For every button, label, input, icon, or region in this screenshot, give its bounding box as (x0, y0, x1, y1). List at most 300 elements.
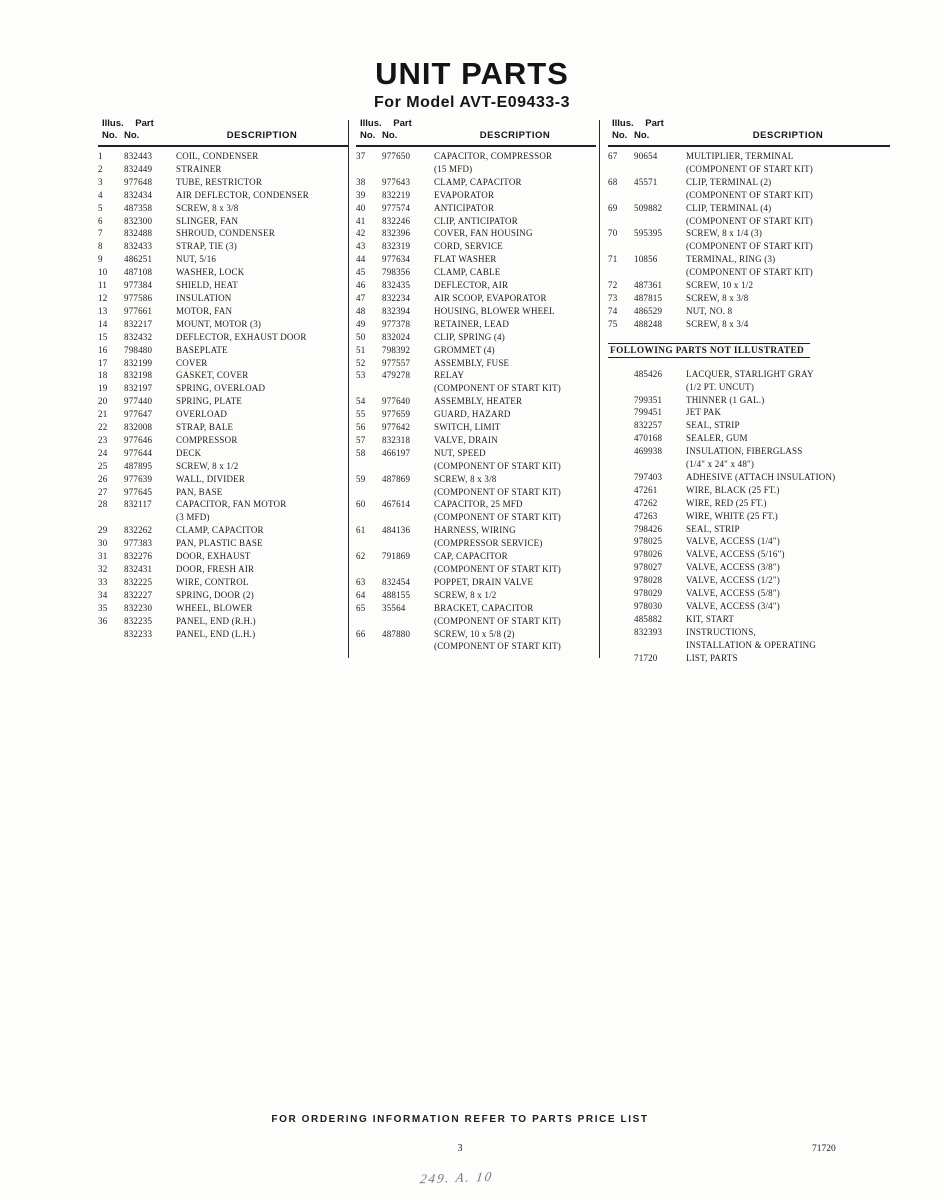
description-line: VALVE, ACCESS (5/16") (686, 549, 785, 560)
description-line: ASSEMBLY, HEATER (434, 396, 523, 407)
not-illustrated-section (608, 340, 890, 665)
not-illustrated-heading: FOLLOWING PARTS NOT ILLUSTRATED (608, 343, 810, 358)
illus-no: 6 (98, 215, 103, 226)
part-no: 509882 (634, 202, 663, 213)
table-row (608, 253, 890, 279)
description-line: (COMPONENT OF START KIT) (434, 486, 561, 497)
description-line: SCREW, 8 x 3/8 (686, 292, 749, 303)
table-row (98, 292, 348, 305)
description (434, 266, 596, 279)
parts-rows (356, 150, 596, 653)
part-no: 832246 (382, 215, 411, 226)
part-no: 978030 (634, 601, 663, 611)
page-title: UNIT PARTS (375, 56, 569, 91)
description (434, 215, 596, 228)
description (434, 318, 596, 331)
part-no: 977384 (124, 280, 153, 291)
part-no: 977648 (124, 176, 153, 187)
illus-no: 2 (98, 163, 103, 174)
description-line: SHIELD, HEAT (176, 280, 238, 291)
table-row (356, 189, 596, 202)
part-no: 791869 (382, 551, 411, 562)
description-line: DECK (176, 447, 202, 458)
table-row (608, 432, 890, 445)
description-line: (COMPONENT OF START KIT) (434, 564, 561, 574)
description-line: HARNESS, WIRING (434, 525, 516, 536)
illus-no: 66 (356, 628, 366, 639)
part-no: 832319 (382, 241, 411, 252)
illus-no: 30 (98, 538, 108, 549)
description-line: SLINGER, FAN (176, 215, 239, 226)
description (176, 628, 348, 641)
illus-no: 57 (356, 434, 366, 445)
illus-no: 27 (98, 486, 108, 497)
part-no: 832443 (124, 151, 153, 161)
table-row (608, 510, 890, 523)
description (176, 202, 348, 215)
part-no: 487895 (124, 460, 153, 471)
description-line: CLIP, TERMINAL (2) (686, 176, 772, 187)
description-line: SCREW, 8 x 3/8 (434, 473, 497, 484)
illus-no: 60 (356, 499, 366, 510)
description (176, 253, 348, 266)
part-no: 799451 (634, 407, 663, 418)
description-line: VALVE, ACCESS (1/2") (686, 575, 780, 586)
table-row (98, 215, 348, 228)
header-part-label: Part (393, 118, 412, 129)
table-row (608, 394, 890, 407)
description-line: (COMPONENT OF START KIT) (434, 512, 561, 523)
illus-no (608, 497, 634, 510)
table-row (608, 626, 890, 652)
description-line: MULTIPLIER, TERMINAL (686, 151, 794, 161)
table-row (356, 602, 596, 628)
description-line: MOTOR, FAN (176, 305, 233, 316)
part-no: 977645 (124, 486, 153, 497)
header-no-label: No. (102, 130, 118, 141)
description (176, 486, 348, 499)
description (434, 628, 596, 654)
part-no: 977634 (382, 254, 411, 265)
description (176, 447, 348, 460)
description-line: NUT, NO. 8 (686, 305, 733, 316)
table-row (608, 419, 890, 432)
table-row (98, 150, 348, 163)
description (176, 537, 348, 550)
description-line: SEALER, GUM (686, 433, 748, 444)
table-row (608, 548, 890, 561)
description (686, 305, 890, 318)
description (434, 395, 596, 408)
table-row (608, 227, 890, 253)
illus-no (608, 626, 634, 652)
illus-no (608, 574, 634, 587)
description (434, 176, 596, 189)
description-line: (COMPONENT OF START KIT) (686, 215, 813, 226)
table-row (356, 447, 596, 473)
illus-no: 11 (98, 280, 108, 291)
description (176, 279, 348, 292)
description (434, 498, 596, 524)
header-part-label: Part (135, 118, 154, 129)
table-row (98, 176, 348, 189)
description-line: INSTALLATION & OPERATING (686, 639, 817, 650)
illus-no: 21 (98, 409, 108, 420)
description-line: SHROUD, CONDENSER (176, 228, 275, 239)
description-line: COMPRESSOR (176, 434, 238, 445)
part-no: 832233 (124, 628, 153, 639)
part-no: 977646 (124, 434, 153, 445)
table-row (356, 550, 596, 576)
illus-no: 67 (608, 151, 618, 161)
description-line: NUT, SPEED (434, 447, 486, 458)
description-line: HOUSING, BLOWER WHEEL (434, 305, 555, 316)
description (176, 331, 348, 344)
description-line: PANEL, END (L.H.) (176, 628, 256, 639)
description-line: (COMPONENT OF START KIT) (686, 267, 813, 278)
table-row (608, 318, 890, 331)
part-no: 832235 (124, 615, 153, 626)
header-no-label: No. (382, 130, 398, 141)
illus-no: 18 (98, 370, 108, 381)
table-row (356, 292, 596, 305)
description (176, 563, 348, 576)
description-line: EVAPORATOR (434, 189, 495, 200)
description (686, 471, 890, 484)
table-row (608, 406, 890, 419)
description (434, 589, 596, 602)
illus-no: 62 (356, 551, 366, 562)
description-line: RELAY (434, 370, 465, 381)
part-no: 484136 (382, 525, 411, 536)
description (686, 318, 890, 331)
part-no: 797403 (634, 471, 663, 482)
part-no: 832432 (124, 331, 153, 342)
table-row (356, 357, 596, 370)
part-no: 832197 (124, 383, 153, 394)
part-no: 832262 (124, 525, 153, 536)
table-row (356, 344, 596, 357)
part-no: 832198 (124, 370, 153, 381)
table-row (98, 331, 348, 344)
description (686, 432, 890, 445)
part-no: 45571 (634, 176, 658, 187)
description-line: SPRING, DOOR (2) (176, 589, 254, 600)
description-line: (COMPONENT OF START KIT) (434, 383, 561, 394)
part-no: 977557 (382, 357, 411, 368)
part-no: 832219 (382, 189, 411, 200)
description-line: (COMPONENT OF START KIT) (434, 460, 561, 471)
illus-no: 56 (356, 422, 366, 433)
illus-no: 35 (98, 602, 108, 613)
illus-no: 54 (356, 396, 366, 407)
description-line: SEAL, STRIP (686, 420, 740, 431)
description-line: CLIP, TERMINAL (4) (686, 202, 772, 213)
description-line: DEFLECTOR, EXHAUST DOOR (176, 331, 307, 342)
table-row (98, 576, 348, 589)
table-row (98, 344, 348, 357)
illus-no: 16 (98, 344, 108, 355)
part-no: 470168 (634, 433, 663, 444)
description-line: SCREW, 8 x 1/2 (434, 589, 497, 600)
illus-no: 55 (356, 409, 366, 420)
page-subtitle: For Model AVT-E09433-3 (374, 94, 570, 111)
column-header (98, 118, 348, 147)
description-line: (15 MFD) (434, 163, 473, 174)
description (686, 419, 890, 432)
table-row (356, 202, 596, 215)
table-row (98, 305, 348, 318)
description (434, 189, 596, 202)
not-illustrated-rows (608, 368, 890, 665)
table-row (608, 176, 890, 202)
description-line: LACQUER, STARLIGHT GRAY (686, 368, 814, 379)
illus-no: 28 (98, 499, 108, 510)
part-no: 977661 (124, 305, 153, 316)
table-row (98, 408, 348, 421)
part-no: 798356 (382, 267, 411, 278)
description (434, 524, 596, 550)
table-row (608, 445, 890, 471)
table-row (356, 331, 596, 344)
table-row (356, 253, 596, 266)
table-row (356, 628, 596, 654)
description (686, 587, 890, 600)
handwritten-note: 249. A. 10 (419, 1168, 495, 1187)
illus-no: 59 (356, 473, 366, 484)
description (176, 615, 348, 628)
table-row (98, 602, 348, 615)
table-row (608, 652, 890, 665)
illus-no (608, 484, 634, 497)
table-row (608, 471, 890, 484)
part-no: 832393 (634, 626, 663, 637)
description (686, 600, 890, 613)
description (176, 602, 348, 615)
part-no: 799351 (634, 394, 663, 405)
illus-no: 17 (98, 357, 108, 368)
description (686, 523, 890, 536)
part-no: 977642 (382, 422, 411, 433)
description-line: STRAINER (176, 163, 222, 174)
header-no-label: No. (360, 130, 376, 141)
description-line: CORD, SERVICE (434, 241, 503, 252)
parts-column-1 (98, 118, 348, 640)
part-no: 832199 (124, 357, 153, 368)
table-row (356, 498, 596, 524)
description (176, 524, 348, 537)
header-part-label: Part (645, 118, 664, 129)
illus-no: 36 (98, 615, 108, 626)
part-no: 832227 (124, 589, 153, 600)
part-no: 90654 (634, 151, 658, 161)
illus-no: 7 (98, 228, 103, 239)
table-row (608, 279, 890, 292)
illus-no: 12 (98, 292, 108, 303)
table-row (356, 576, 596, 589)
description (686, 202, 890, 228)
description-line: FLAT WASHER (434, 254, 497, 265)
illus-no: 58 (356, 447, 366, 458)
part-no: 977643 (382, 176, 411, 187)
description-line: CLAMP, CAPACITOR (176, 525, 264, 536)
table-row (356, 473, 596, 499)
description-line: (COMPONENT OF START KIT) (434, 641, 561, 652)
description (434, 576, 596, 589)
illus-no (608, 432, 634, 445)
illus-no: 31 (98, 551, 108, 562)
illus-no (608, 652, 634, 665)
description (176, 292, 348, 305)
description (176, 382, 348, 395)
part-no: 467614 (382, 499, 411, 510)
part-no: 832024 (382, 331, 411, 342)
table-row (98, 447, 348, 460)
description (176, 163, 348, 176)
illus-no: 23 (98, 434, 108, 445)
part-no: 35564 (382, 602, 406, 613)
description (686, 368, 890, 394)
illus-no: 72 (608, 280, 618, 291)
table-row (608, 150, 890, 176)
table-row (356, 227, 596, 240)
part-no: 487815 (634, 292, 663, 303)
part-no: 47263 (634, 510, 658, 521)
illus-no: 63 (356, 576, 366, 587)
description-line: CAPACITOR, 25 MFD (434, 499, 523, 510)
header-description-label: DESCRIPTION (479, 130, 551, 141)
part-no: 469938 (634, 446, 663, 457)
part-no: 832276 (124, 551, 153, 562)
illus-no (608, 510, 634, 523)
description (176, 421, 348, 434)
illus-no: 32 (98, 564, 108, 574)
description-line: SCREW, 10 x 5/8 (2) (434, 628, 515, 639)
description (176, 305, 348, 318)
description (686, 535, 890, 548)
description-line: WHEEL, BLOWER (176, 602, 253, 613)
illus-no (608, 394, 634, 407)
description (434, 253, 596, 266)
part-no: 488155 (382, 589, 411, 600)
description (434, 202, 596, 215)
description-line: (COMPONENT OF START KIT) (686, 163, 813, 174)
illus-no: 33 (98, 576, 108, 587)
description-line: INSULATION (176, 292, 232, 303)
description (176, 408, 348, 421)
description-line: CAP, CAPACITOR (434, 551, 508, 562)
illus-no: 1 (98, 151, 103, 161)
illus-no (608, 535, 634, 548)
part-no: 798392 (382, 344, 411, 355)
illus-no (608, 406, 634, 419)
table-row (608, 574, 890, 587)
part-no: 486251 (124, 254, 153, 265)
description (434, 331, 596, 344)
illus-no: 47 (356, 292, 366, 303)
illus-no: 26 (98, 473, 108, 484)
description (176, 473, 348, 486)
description-line: MOUNT, MOTOR (3) (176, 318, 262, 329)
table-row (98, 421, 348, 434)
table-row (608, 497, 890, 510)
description-line: SPRING, PLATE (176, 396, 243, 407)
illus-no (608, 587, 634, 600)
table-row (608, 368, 890, 394)
description (686, 176, 890, 202)
illus-no (608, 548, 634, 561)
part-no: 832396 (382, 228, 411, 239)
description-line: CLIP, ANTICIPATOR (434, 215, 518, 226)
description (434, 421, 596, 434)
description (176, 434, 348, 447)
description (176, 189, 348, 202)
part-no: 832300 (124, 215, 153, 226)
table-row (356, 150, 596, 176)
description (176, 550, 348, 563)
description-line: STRAP, BALE (176, 422, 234, 433)
illus-no (608, 600, 634, 613)
part-no: 832394 (382, 305, 411, 316)
illus-no: 13 (98, 305, 108, 316)
table-row (98, 382, 348, 395)
header-description-label: DESCRIPTION (226, 130, 298, 141)
description-line: SCREW, 8 x 1/4 (3) (686, 228, 763, 239)
description (686, 406, 890, 419)
parts-column-2 (356, 118, 596, 653)
table-row (608, 535, 890, 548)
description (434, 550, 596, 576)
description-line: CAPACITOR, FAN MOTOR (176, 499, 287, 510)
table-row (98, 369, 348, 382)
description-line: COVER, FAN HOUSING (434, 228, 533, 239)
description-line: TERMINAL, RING (3) (686, 254, 776, 265)
illus-no: 51 (356, 344, 366, 355)
part-no: 832488 (124, 228, 153, 239)
table-row (356, 318, 596, 331)
part-no: 485426 (634, 368, 663, 379)
description (686, 253, 890, 279)
table-row (356, 589, 596, 602)
description-line: STRAP, TIE (3) (176, 241, 237, 252)
description (176, 318, 348, 331)
description-line: CLIP, SPRING (4) (434, 331, 505, 342)
table-row (608, 484, 890, 497)
part-no: 832435 (382, 280, 411, 291)
description (176, 498, 348, 524)
description-line: (COMPONENT OF START KIT) (686, 241, 813, 252)
description (434, 473, 596, 499)
illus-no (608, 445, 634, 471)
table-row (608, 600, 890, 613)
description-line: WIRE, CONTROL (176, 576, 249, 587)
ordering-note: FOR ORDERING INFORMATION REFER TO PARTS PRICE LIST (271, 1114, 649, 1125)
header-no-label: No. (124, 130, 140, 141)
description (176, 369, 348, 382)
description-line: SEAL, STRIP (686, 523, 740, 534)
table-row (608, 613, 890, 626)
table-row (608, 292, 890, 305)
table-row (98, 202, 348, 215)
description-line: CLAMP, CAPACITOR (434, 176, 522, 187)
part-no: 978026 (634, 549, 663, 560)
part-no: 47262 (634, 497, 658, 508)
description-line: (3 MFD) (176, 512, 210, 523)
description-line: THINNER (1 GAL.) (686, 394, 765, 405)
part-no: 977640 (382, 396, 411, 407)
table-row (356, 524, 596, 550)
description (686, 279, 890, 292)
